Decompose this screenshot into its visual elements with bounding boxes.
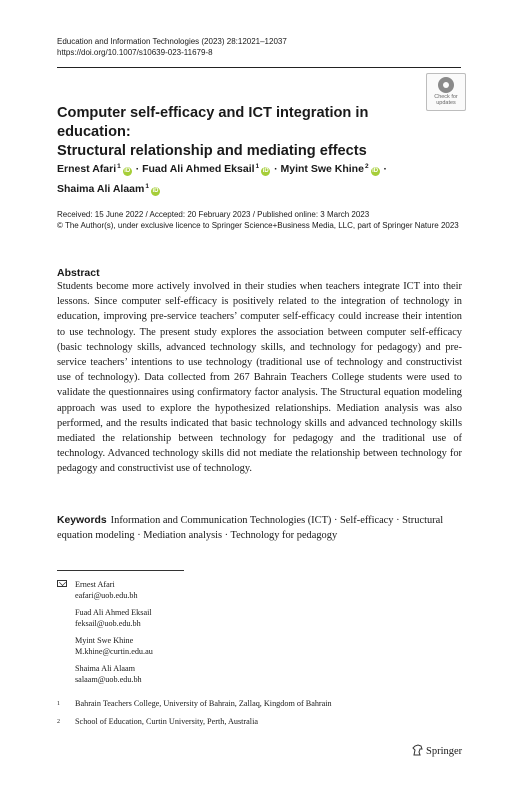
affiliation-text: Bahrain Teachers College, University of Bahrain, Zallaq, Kingdom of Bahrain: [75, 699, 332, 708]
envelope-icon: [57, 580, 67, 587]
publisher-name: Springer: [426, 746, 463, 757]
author-affiliation-ref: 1: [117, 163, 121, 170]
author-separator: ·: [135, 163, 140, 175]
author-separator: ·: [383, 163, 387, 175]
keywords: [57, 513, 462, 543]
affiliation-number: 2: [57, 719, 60, 725]
author-affiliation-ref: 1: [255, 163, 260, 170]
author-name[interactable]: Fuad Ali Ahmed Eksail: [142, 163, 255, 175]
contact-name: Ernest Afari: [75, 580, 115, 589]
header-rule: [57, 67, 461, 68]
contact-name: Shaima Ali Alaam: [75, 664, 136, 673]
author-separator: ·: [274, 163, 278, 175]
author-name[interactable]: Myint Swe Khine: [280, 163, 364, 175]
orcid-icon[interactable]: iD: [152, 188, 159, 194]
keywords-heading: Keywords: [57, 515, 107, 526]
contact-entry: [75, 663, 153, 691]
contact-entry: [75, 635, 153, 663]
check-updates-icon: [438, 77, 454, 93]
author-name[interactable]: Shaima Ali Alaam: [57, 183, 145, 195]
badge-line1: Check for: [434, 94, 458, 100]
title-line1: Computer self-efficacy and ICT integration in education:: [57, 105, 369, 140]
title-line2: Structural relationship and mediating effects: [57, 143, 367, 159]
doi-link[interactable]: https://doi.org/10.1007/s10639-023-11679-8: [57, 48, 213, 57]
abstract-text: Students become more actively involved in their studies when teachers integrate ICT into their lessons. Since computer self-efficacy is positively related to the integration of technology in education, improving pre-service teachers’ computer self-efficacy could increase their intention to use technology. The present study explores the association between computer self-efficacy (basic technology skills, advanced technology skills, and technology for pedagogy) and pre-service teachers’ intentions to use technology (traditional use of technology and constructivist use of technology). Data collected from 267 Bahrain Teachers College students were used to validate the questionnaires using confirmatory factor analysis. The Structural equation modeling approach was used to explore the hypothesized relationships. Mediation analysis was also performed, and the results indicated that basic technology skills and advanced technology skills mediated the relationship between technology for pedagogy and the traditional use of technology. Advanced technology skills did not mediate the relationship between technology for pedagogy and constructivist use of technology.: [57, 281, 462, 475]
copyright-notice: © The Author(s), under exclusive licence to Springer Science+Business Media, LLC, part of Springer Nature 2023: [57, 221, 459, 230]
publication-history: [57, 209, 461, 231]
orcid-icon[interactable]: iD: [124, 168, 131, 174]
springer-horse-icon: [412, 744, 423, 756]
badge-line2: updates: [436, 100, 456, 106]
contact-entry: [75, 579, 153, 607]
contact-email[interactable]: feksail@uob.edu.bh: [75, 619, 141, 628]
affiliation-text: School of Education, Curtin University, Perth, Australia: [75, 717, 258, 726]
contact-email[interactable]: eafari@uob.edu.bh: [75, 591, 138, 600]
contact-email[interactable]: M.khine@curtin.edu.au: [75, 647, 153, 656]
author-list: [57, 158, 457, 198]
history-dates: Received: 15 June 2022 / Accepted: 20 February 2023 / Published online: 3 March 2023: [57, 210, 370, 219]
contact-name: Myint Swe Khine: [75, 636, 134, 645]
abstract-heading: Abstract: [57, 267, 100, 279]
affiliation-number: 1: [57, 701, 60, 707]
author-contacts: [75, 579, 153, 691]
orcid-icon[interactable]: iD: [262, 168, 269, 174]
keywords-text: Information and Communication Technologies (ICT) · Self-efficacy · Structural equation modeling · Mediation analysis · Technology for pedagogy: [57, 515, 444, 541]
springer-logo: [412, 744, 462, 757]
author-name[interactable]: Ernest Afari: [57, 163, 117, 175]
contact-entry: [75, 607, 153, 635]
journal-header: [57, 36, 287, 58]
contact-email[interactable]: salaam@uob.edu.bh: [75, 675, 142, 684]
paper-title: [57, 104, 437, 161]
author-affiliation-ref: 1: [145, 183, 149, 190]
journal-citation: Education and Information Technologies (2023) 28:12021–12037: [57, 37, 287, 46]
author-affiliation-ref: 2: [364, 163, 369, 170]
contact-name: Fuad Ali Ahmed Eksail: [75, 608, 152, 617]
footnote-rule: [57, 570, 184, 571]
orcid-icon[interactable]: iD: [372, 168, 379, 174]
